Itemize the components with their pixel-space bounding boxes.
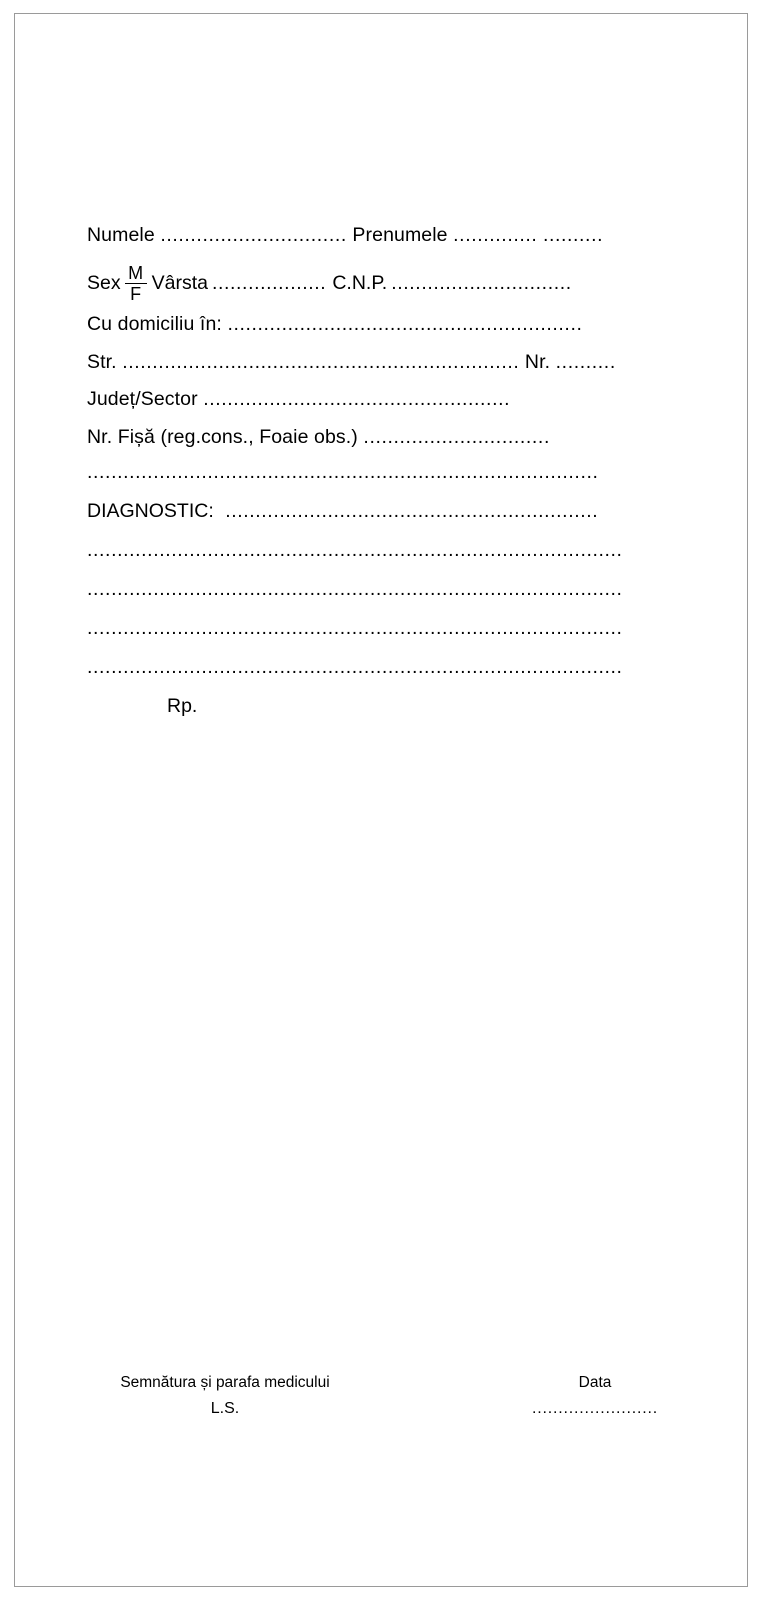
sex-label: Sex [87, 271, 121, 294]
sex-option-female[interactable]: F [130, 284, 142, 305]
street-fill-line[interactable]: .................................................................. [122, 350, 520, 373]
sex-option-male[interactable]: M [128, 262, 144, 283]
prescription-sheet [14, 13, 748, 1587]
sex-选-options[interactable] [125, 264, 147, 304]
firstname-fill-line-2[interactable]: .......... [542, 224, 604, 246]
form-footer [15, 1374, 749, 1454]
number-label: Nr. [524, 350, 551, 373]
address-fill-line[interactable]: ........................................................... [227, 313, 583, 336]
age-fill-line[interactable]: ................... [211, 271, 327, 294]
county-row [87, 390, 647, 410]
name-label: Numele [87, 224, 155, 246]
age-label: Vârsta [151, 271, 208, 294]
address-label: Cu domiciliu în: [87, 313, 222, 336]
file-number-fill-line[interactable]: ............................... [363, 425, 550, 448]
diagnostic-row [87, 500, 647, 523]
diagnostic-line-2[interactable]: ......................................................................................... [87, 539, 623, 562]
ls-label: L.S. [210, 1400, 240, 1417]
file-number-label: Nr. Fișă (reg.cons., Foaie obs.) [87, 425, 358, 448]
street-row [87, 350, 647, 373]
date-fill-line[interactable]: ........................ [532, 1400, 658, 1417]
firstname-fill-line[interactable]: .............. [453, 224, 538, 246]
signature-label: Semnătura și parafa medicului [120, 1374, 330, 1391]
diagnostic-line-5[interactable]: ......................................................................................... [87, 656, 623, 679]
county-fill-line[interactable]: ................................................... [203, 388, 511, 411]
date-label: Data [578, 1374, 612, 1391]
diagnostic-fill-line[interactable]: .............................................................. [225, 500, 599, 523]
form-fields [87, 226, 647, 718]
date-block [485, 1374, 705, 1418]
signature-block [75, 1374, 375, 1418]
rp-label: Rp. [167, 695, 198, 718]
file-number-continuation[interactable]: ..................................................................................... [87, 461, 599, 484]
name-row [87, 226, 647, 246]
street-label: Str. [87, 350, 117, 373]
address-row [87, 315, 647, 335]
sex-age-cnp-row [87, 264, 647, 304]
file-number-row [87, 425, 647, 448]
number-fill-line[interactable]: .......... [555, 350, 616, 373]
name-fill-line[interactable]: ............................... [160, 224, 347, 246]
firstname-label: Prenumele [352, 224, 448, 246]
cnp-fill-line[interactable]: .............................. [391, 271, 572, 294]
diagnostic-line-4[interactable]: ......................................................................................... [87, 617, 623, 640]
diagnostic-label: DIAGNOSTIC: [87, 500, 214, 523]
county-label: Județ/Sector [87, 388, 198, 411]
diagnostic-line-3[interactable]: ......................................................................................... [87, 578, 623, 601]
cnp-label: C.N.P. [332, 271, 388, 294]
